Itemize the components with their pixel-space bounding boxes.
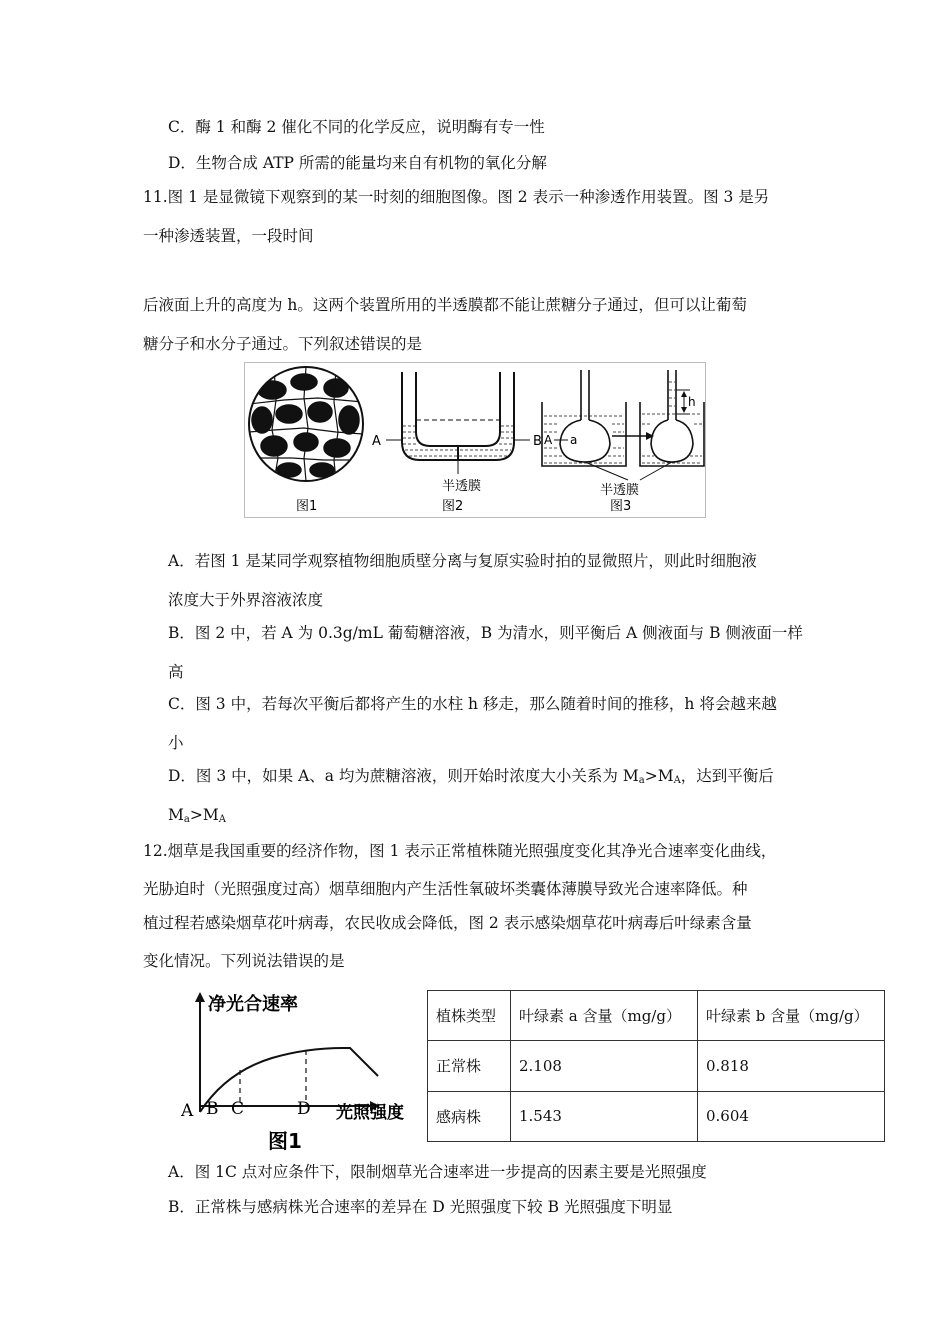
- q12-option-a: A．图 1C 点对应条件下，限制烟草光合速率进一步提高的因素主要是光照强度: [168, 1163, 707, 1181]
- fig3-label-a-lower: a: [570, 433, 578, 447]
- table-cell: 0.818: [698, 1041, 885, 1091]
- q11-stem-line2: 一种渗透装置，一段时间: [143, 227, 314, 245]
- fig3-membrane-label: 半透膜: [600, 483, 640, 498]
- fig2-membrane-label: 半透膜: [442, 479, 482, 494]
- q10-option-d: D．生物合成 ATP 所需的能量均来自有机物的氧化分解: [168, 154, 547, 172]
- fig2-caption: 图2: [442, 499, 464, 514]
- graph-point-b: B: [206, 1099, 219, 1119]
- table-cell: 感病株: [428, 1091, 511, 1141]
- q11-option-a-line1: A．若图 1 是某同学观察植物细胞质壁分离与复原实验时拍的显微照片，则此时细胞液: [168, 552, 757, 570]
- fig2-label-a: A: [372, 434, 381, 449]
- graph-point-a: A: [181, 1101, 194, 1121]
- q11-option-d-line1: D．图 3 中，如果 A、a 均为蔗糖溶液，则开始时浓度大小关系为 $M_a>M_A$，达到平衡后: [168, 767, 774, 786]
- q11-stem-line3: 后液面上升的高度为 h。这两个装置所用的半透膜都不能让蔗糖分子通过，但可以让葡萄: [143, 296, 747, 314]
- q11-option-c-line1: C．图 3 中，若每次平衡后都将产生的水柱 h 移走，那么随着时间的推移，h 将会越来越: [168, 695, 777, 713]
- table-cell: 2.108: [511, 1041, 698, 1091]
- graph-y-label: 净光合速率: [208, 994, 298, 1015]
- q11-option-b-line1: B．图 2 中，若 A 为 0.3g/mL 葡萄糖溶液，B 为清水，则平衡后 A 侧液面与 B 侧液面一样: [168, 624, 803, 642]
- table-header-row: [428, 991, 885, 1041]
- microscope-cells-image: [249, 367, 363, 481]
- q11-option-d-line2: $M_a>M_A$: [168, 806, 226, 825]
- table-header-cell: 植株类型: [428, 991, 511, 1041]
- table-header-cell: 叶绿素 a 含量（mg/g）: [511, 991, 698, 1041]
- fig2-label-b: B: [533, 434, 542, 449]
- graph-point-c: C: [231, 1099, 245, 1119]
- table-cell: 1.543: [511, 1091, 698, 1141]
- fig1-caption: 图1: [296, 499, 318, 514]
- q12-stem-line2: 光胁迫时（光照强度过高）烟草细胞内产生活性氧破坏类囊体薄膜导致光合速率降低。种: [143, 880, 748, 898]
- graph-caption: 图1: [268, 1129, 302, 1152]
- graph-x-label: 光照强度: [336, 1103, 404, 1123]
- q11-option-a-line2: 浓度大于外界溶液浓度: [168, 591, 324, 609]
- graph-point-d: D: [297, 1099, 311, 1119]
- net-photosynthesis-graph: [176, 988, 426, 1152]
- fig3-label-a-upper: A: [544, 433, 553, 447]
- table-row: [428, 1091, 885, 1141]
- q12-option-b: B．正常株与感病株光合速率的差异在 D 光照强度下较 B 光照强度下明显: [168, 1198, 673, 1216]
- fig3-label-h: h: [688, 395, 696, 409]
- table-cell: 正常株: [428, 1041, 511, 1091]
- chlorophyll-table: [427, 990, 885, 1142]
- q11-option-b-line2: 高: [168, 663, 184, 681]
- table-header-cell: 叶绿素 b 含量（mg/g）: [698, 991, 885, 1041]
- q12-stem-line3: 植过程若感染烟草花叶病毒，农民收成会降低，图 2 表示感染烟草花叶病毒后叶绿素含量: [143, 914, 752, 932]
- osmosis-figure: [244, 362, 706, 518]
- q12-stem-line1: 12.烟草是我国重要的经济作物，图 1 表示正常植株随光照强度变化其净光合速率变化曲线，: [143, 842, 777, 860]
- q12-stem-line4: 变化情况。下列说法错误的是: [143, 952, 345, 970]
- q11-option-c-line2: 小: [168, 734, 184, 752]
- q11-stem-line1: 11.图 1 是显微镜下观察到的某一时刻的细胞图像。图 2 表示一种渗透作用装置。图 3 是另: [143, 188, 770, 206]
- table-cell: 0.604: [698, 1091, 885, 1141]
- fig3-caption: 图3: [610, 499, 632, 514]
- table-row: [428, 1041, 885, 1091]
- q10-option-c: C．酶 1 和酶 2 催化不同的化学反应，说明酶有专一性: [168, 118, 545, 136]
- q11-stem-line4: 糖分子和水分子通过。下列叙述错误的是: [143, 335, 423, 353]
